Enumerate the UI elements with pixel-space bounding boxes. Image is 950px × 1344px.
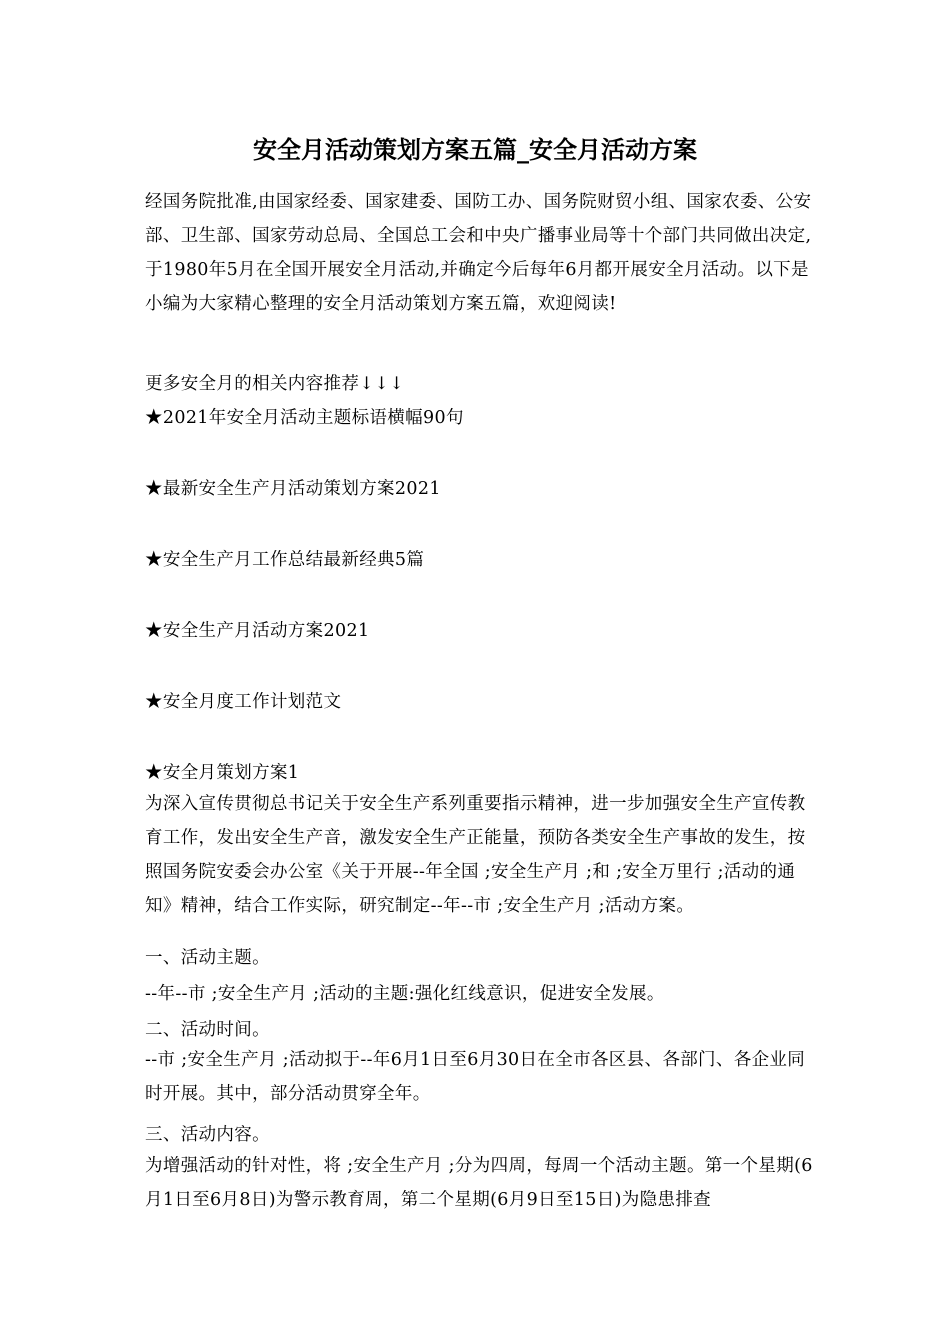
- paragraph-activity-time: --市 ;安全生产月 ;活动拟于--年6月1日至6月30日在全市各区县、各部门、各企业同时开展。其中，部分活动贯穿全年。: [145, 1050, 806, 1104]
- intro-paragraph: 经国务院批准,由国家经委、国家建委、国防工办、国务院财贸小组、国家农委、公安部、卫生部、国家劳动总局、全国总工会和中央广播事业局等十个部门共同做出决定,于1980年5月在全国开展安全月活动,并确定今后每年6月都开展安全月活动。以下是小编为大家精心整理的安全月活动策划方案五篇，欢迎阅读!: [145, 192, 812, 314]
- heading-activity-time: 二、活动时间。: [145, 1020, 270, 1040]
- paragraph-activity-content: 为增强活动的针对性，将 ;安全生产月 ;分为四周，每周一个活动主题。第一个星期(6月1日至6月8日)为警示教育周，第二个星期(6月9日至15日)为隐患排查: [145, 1156, 813, 1210]
- related-link-5[interactable]: ★安全月度工作计划范文: [145, 692, 342, 712]
- related-link-4[interactable]: ★安全生产月活动方案2021: [145, 621, 370, 641]
- document-title: 安全月活动策划方案五篇_安全月活动方案: [253, 135, 697, 164]
- heading-activity-content: 三、活动内容。: [145, 1125, 270, 1145]
- section-heading-plan-1: ★安全月策划方案1: [145, 763, 300, 783]
- related-link-3[interactable]: ★安全生产月工作总结最新经典5篇: [145, 550, 425, 570]
- plan-1-intro-paragraph: 为深入宣传贯彻总书记关于安全生产系列重要指示精神，进一步加强安全生产宣传教育工作，发出安全生产音，激发安全生产正能量，预防各类安全生产事故的发生，按照国务院安委会办公室《关于开展--年全国 ;安全生产月 ;和 ;安全万里行 ;活动的通知》精神，结合工作实际，研究制定--年--市 ;安全生产月 ;活动方案。: [145, 794, 806, 916]
- related-link-2[interactable]: ★最新安全生产月活动策划方案2021: [145, 479, 441, 499]
- heading-activity-theme: 一、活动主题。: [145, 948, 270, 968]
- related-link-1[interactable]: ★2021年安全月活动主题标语横幅90句: [145, 408, 464, 428]
- paragraph-activity-theme: --年--市 ;安全生产月 ;活动的主题:强化红线意识，促进安全发展。: [145, 984, 665, 1004]
- more-recommendations-label: 更多安全月的相关内容推荐↓↓↓: [145, 374, 405, 394]
